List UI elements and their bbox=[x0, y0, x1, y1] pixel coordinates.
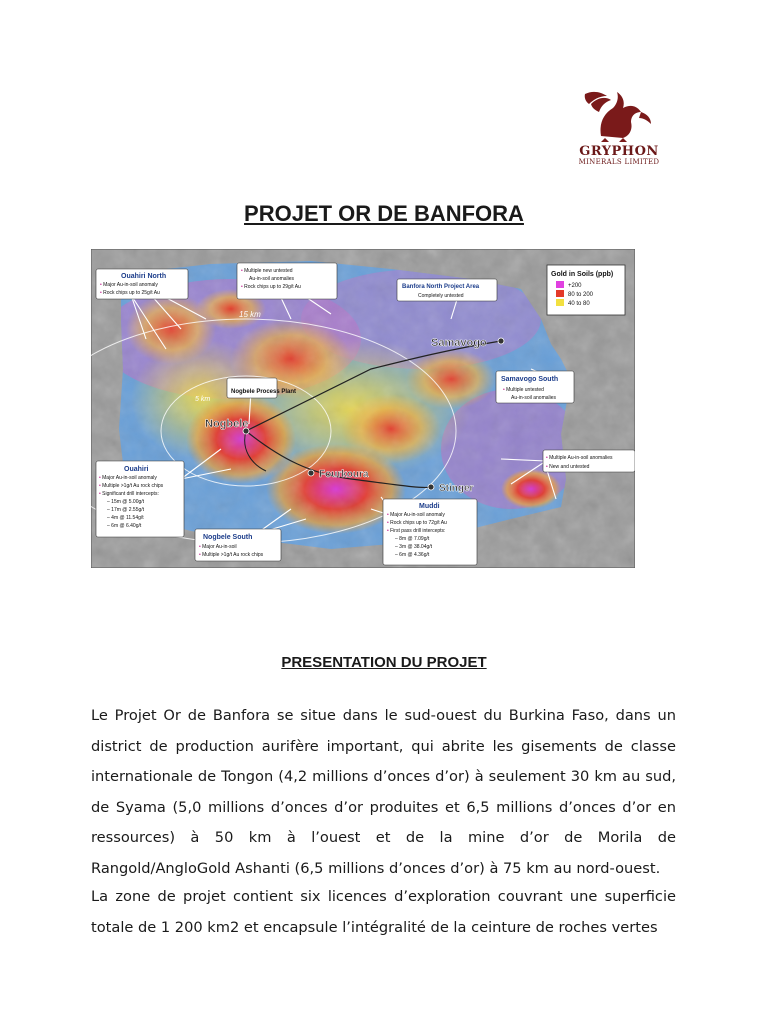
legend-swatch-1 bbox=[556, 281, 564, 288]
svg-text:• Major Au-in-soil anomaly: • Major Au-in-soil anomaly bbox=[387, 512, 445, 518]
paragraph-zone: La zone de projet contient six licences d’exploration couvrant une superficie totale de 1 200 km2 et encapsule l’intégralité de la ceinture de roches vertes bbox=[91, 888, 676, 936]
svg-text:• Multiple >1g/t Au rock chips: • Multiple >1g/t Au rock chips bbox=[199, 552, 264, 558]
svg-text:– 17m @ 2.55g/t: – 17m @ 2.55g/t bbox=[107, 507, 145, 513]
callout-top-center bbox=[237, 263, 337, 299]
svg-text:• Multiple new untested: • Multiple new untested bbox=[241, 268, 293, 274]
svg-text:Nogbele Process Plant: Nogbele Process Plant bbox=[231, 389, 297, 395]
legend-swatch-2 bbox=[556, 290, 564, 297]
svg-text:• Rock chips up to 29g/t Au: • Rock chips up to 29g/t Au bbox=[241, 284, 301, 290]
svg-text:– 6m @ 4.36g/t: – 6m @ 4.36g/t bbox=[395, 552, 430, 558]
callout-samavogo-south bbox=[496, 371, 574, 403]
legend-label-3: 40 to 80 bbox=[568, 301, 590, 307]
svg-text:– 8m @ 7.09g/t: – 8m @ 7.09g/t bbox=[395, 536, 430, 542]
legend-label-1: +200 bbox=[568, 283, 582, 289]
svg-text:– 4m @ 11.54g/t: – 4m @ 11.54g/t bbox=[107, 515, 144, 521]
callout-banfora-north bbox=[397, 279, 497, 301]
place-nogbele: Nogbele bbox=[205, 418, 249, 430]
svg-text:• First pass drill intercepts:: • First pass drill intercepts: bbox=[387, 528, 446, 534]
callout-line-continuation: Au-in-soil anomalies bbox=[511, 395, 557, 401]
map-legend bbox=[547, 265, 625, 315]
legend-title: Gold in Soils (ppb) bbox=[551, 271, 614, 278]
svg-text:• Multiple untested: • Multiple untested bbox=[503, 387, 544, 393]
svg-text:Samavogo South: Samavogo South bbox=[501, 376, 559, 383]
svg-text:• Multiple >1g/t Au rock chips: • Multiple >1g/t Au rock chips bbox=[99, 483, 164, 489]
svg-text:Ouahiri North: Ouahiri North bbox=[121, 273, 167, 280]
document-title: PROJET OR DE BANFORA bbox=[244, 201, 524, 226]
svg-text:Nogbele South: Nogbele South bbox=[203, 534, 253, 541]
gryphon-emblem-icon bbox=[561, 84, 677, 144]
svg-text:Banfora North Project Area: Banfora North Project Area bbox=[402, 284, 480, 290]
callout-east bbox=[543, 450, 635, 472]
company-logo bbox=[561, 84, 677, 166]
svg-text:• New and untested: • New and untested bbox=[546, 464, 590, 470]
place-stinger: Stinger bbox=[439, 483, 474, 494]
legend-label-2: 80 to 200 bbox=[568, 292, 594, 298]
logo-subtitle: MINERALS LIMITED bbox=[578, 158, 660, 166]
section-title: PRESENTATION DU PROJET bbox=[281, 654, 487, 671]
svg-text:Muddi: Muddi bbox=[419, 503, 440, 510]
svg-text:– 15m @ 5.00g/t: – 15m @ 5.00g/t bbox=[107, 499, 145, 505]
paragraph-intro: Le Projet Or de Banfora se situe dans le sud-ouest du Burkina Faso, dans un district de production aurifère important, qui abrite les gisements de classe internationale de Tongon (4,2 millions d’onces d’or) à seulement 30 km au sud, de Syama (5,0 millions d’onces d’or produites et 6,5 millions d’onces d’or en ressources) à 50 km à l’ouest et de la mine d’or de Morila de Rangold/AngloGold Ashanti (6,5 millions d’onces d’or) à 75 km au nord-ouest. bbox=[91, 707, 676, 877]
svg-text:• Major Au-in-soil: • Major Au-in-soil bbox=[199, 544, 237, 550]
svg-text:• Rock chips up to 72g/t Au: • Rock chips up to 72g/t Au bbox=[387, 520, 447, 526]
svg-text:– 6m @ 6.40g/t: – 6m @ 6.40g/t bbox=[107, 523, 142, 529]
scale-label-15km: 15 km bbox=[239, 310, 261, 319]
svg-text:Completely untested: Completely untested bbox=[418, 293, 464, 299]
legend-swatch-3 bbox=[556, 299, 564, 306]
svg-text:Ouahiri: Ouahiri bbox=[124, 466, 149, 473]
callout-nogbele-south bbox=[195, 529, 281, 561]
svg-text:• Major Au-in-soil anomaly: • Major Au-in-soil anomaly bbox=[100, 282, 158, 288]
place-fourkoura: Fourkoura bbox=[319, 469, 369, 480]
project-map bbox=[91, 249, 635, 568]
logo-name: GRYPHON bbox=[579, 144, 659, 159]
svg-text:• Major Au-in-soil anomaly: • Major Au-in-soil anomaly bbox=[99, 475, 157, 481]
callout-line-continuation: Au-in-soil anomalies bbox=[249, 276, 295, 282]
scale-label-5km: 5 km bbox=[195, 396, 211, 403]
svg-text:• Multiple Au-in-soil anomalie: • Multiple Au-in-soil anomalies bbox=[546, 455, 613, 461]
svg-text:– 3m @ 38.04g/t: – 3m @ 38.04g/t bbox=[395, 544, 433, 550]
place-samavogo: Samavogo bbox=[431, 337, 487, 349]
svg-text:• Rock chips up to 25g/t Au: • Rock chips up to 25g/t Au bbox=[100, 290, 160, 296]
callout-muddi bbox=[383, 499, 477, 565]
callout-ouahiri-north bbox=[96, 269, 188, 299]
svg-text:• Significant drill intercepts: • Significant drill intercepts: bbox=[99, 491, 159, 497]
callout-ouahiri bbox=[96, 461, 184, 537]
